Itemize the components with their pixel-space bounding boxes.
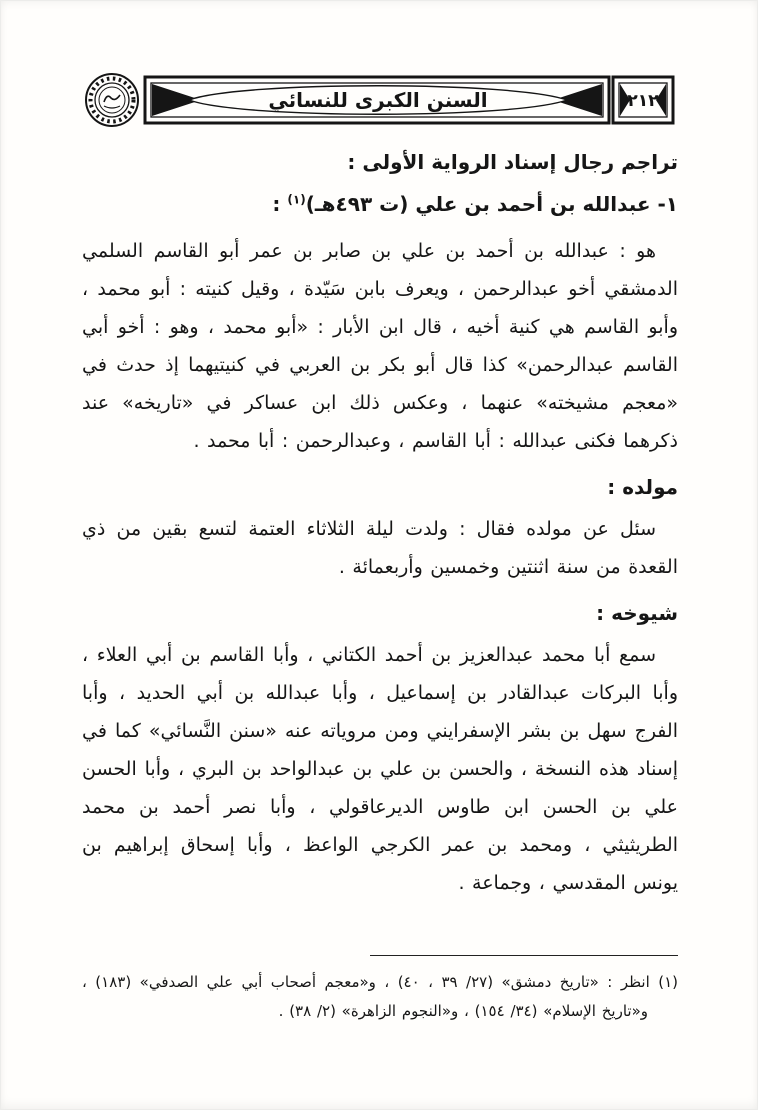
page-number: ٢١٢ bbox=[627, 91, 659, 111]
teachers-paragraph: سمع أبا محمد عبدالعزيز بن أحمد الكتاني ، وأبا القاسم بن أبي العلاء ، وأبا البركات عبدالقادر بن إسماعيل ، وأبا عبدالله بن أبي الحديد ، وأبا الفرج سهل بن بشر الإسفرايني ومن مروياته عنه «سنن النَّسائي» كما في إسناد هذه النسخة ، والحسن بن علي بن عبدالواحد بن البري ، وأبا الحسن علي بن الحسن ابن طاوس الديرعاقولي ، وأبا نصر أحمد بن محمد الطريثيثي ، ومحمد بن عمر الكرجي الواعظ ، وأبا إسحاق إبراهيم بن يونس المقدسي ، وجماعة . bbox=[82, 644, 678, 894]
biography-paragraph: هو : عبدالله بن أحمد بن علي بن صابر بن عمر أبو القاسم السلمي الدمشقي أخو عبدالرحمن ، ويعرف بابن سَيّدة ، وقيل كنيته : أبو محمد ، وأبو القاسم هي كنية أخيه ، قال ابن الأبار : «أبو محمد ، وهو : أخو أبي القاسم عبدالرحمن» كذا قال أبو بكر بن العربي في كنيتيهما إذ حدث في «معجم مشيخته» عنهما ، وعكس ذلك ابن عساكر في «تاريخه» عند ذكرهما فكنى عبدالله : أبا القاسم ، وعبدالرحمن : أبا محمد . bbox=[82, 240, 678, 452]
title-cartouche bbox=[145, 77, 609, 123]
footnote-area bbox=[82, 955, 678, 1025]
entry-heading bbox=[82, 190, 678, 218]
footnote-separator bbox=[370, 955, 678, 956]
book-title: السنن الكبرى للنسائي bbox=[268, 88, 488, 112]
decorative-header-band bbox=[83, 72, 675, 128]
teachers-heading: شيوخه : bbox=[596, 601, 678, 625]
footnote-1: (١) انظر : «تاريخ دمشق» (٢٧/ ٣٩ ، ٤٠) ، و«معجم أصحاب أبي علي الصدفي» (١٨٣) ، و«تاريخ الإسلام» (٣٤/ ١٥٤) ، و«النجوم الزاهرة» (٢/ ٣٨) . bbox=[82, 973, 678, 1020]
birth-paragraph: سئل عن مولده فقال : ولدت ليلة الثلاثاء العتمة لتسع بقين من ذي القعدة من سنة اثنتين وخمسين وأربعمائة . bbox=[82, 518, 678, 578]
entry-heading-colon: : bbox=[272, 192, 288, 216]
section-heading: تراجم رجال إسناد الرواية الأولى : bbox=[347, 150, 678, 174]
footnote-ref-1: (١) bbox=[287, 192, 306, 207]
entry-heading-text: ١- عبدالله بن أحمد بن علي (ت ٤٩٣هـ) bbox=[305, 192, 678, 216]
page-number-box bbox=[613, 77, 673, 123]
page-content bbox=[82, 148, 678, 914]
ornament-medallion-icon bbox=[86, 74, 138, 126]
birth-heading: مولده : bbox=[607, 475, 678, 499]
